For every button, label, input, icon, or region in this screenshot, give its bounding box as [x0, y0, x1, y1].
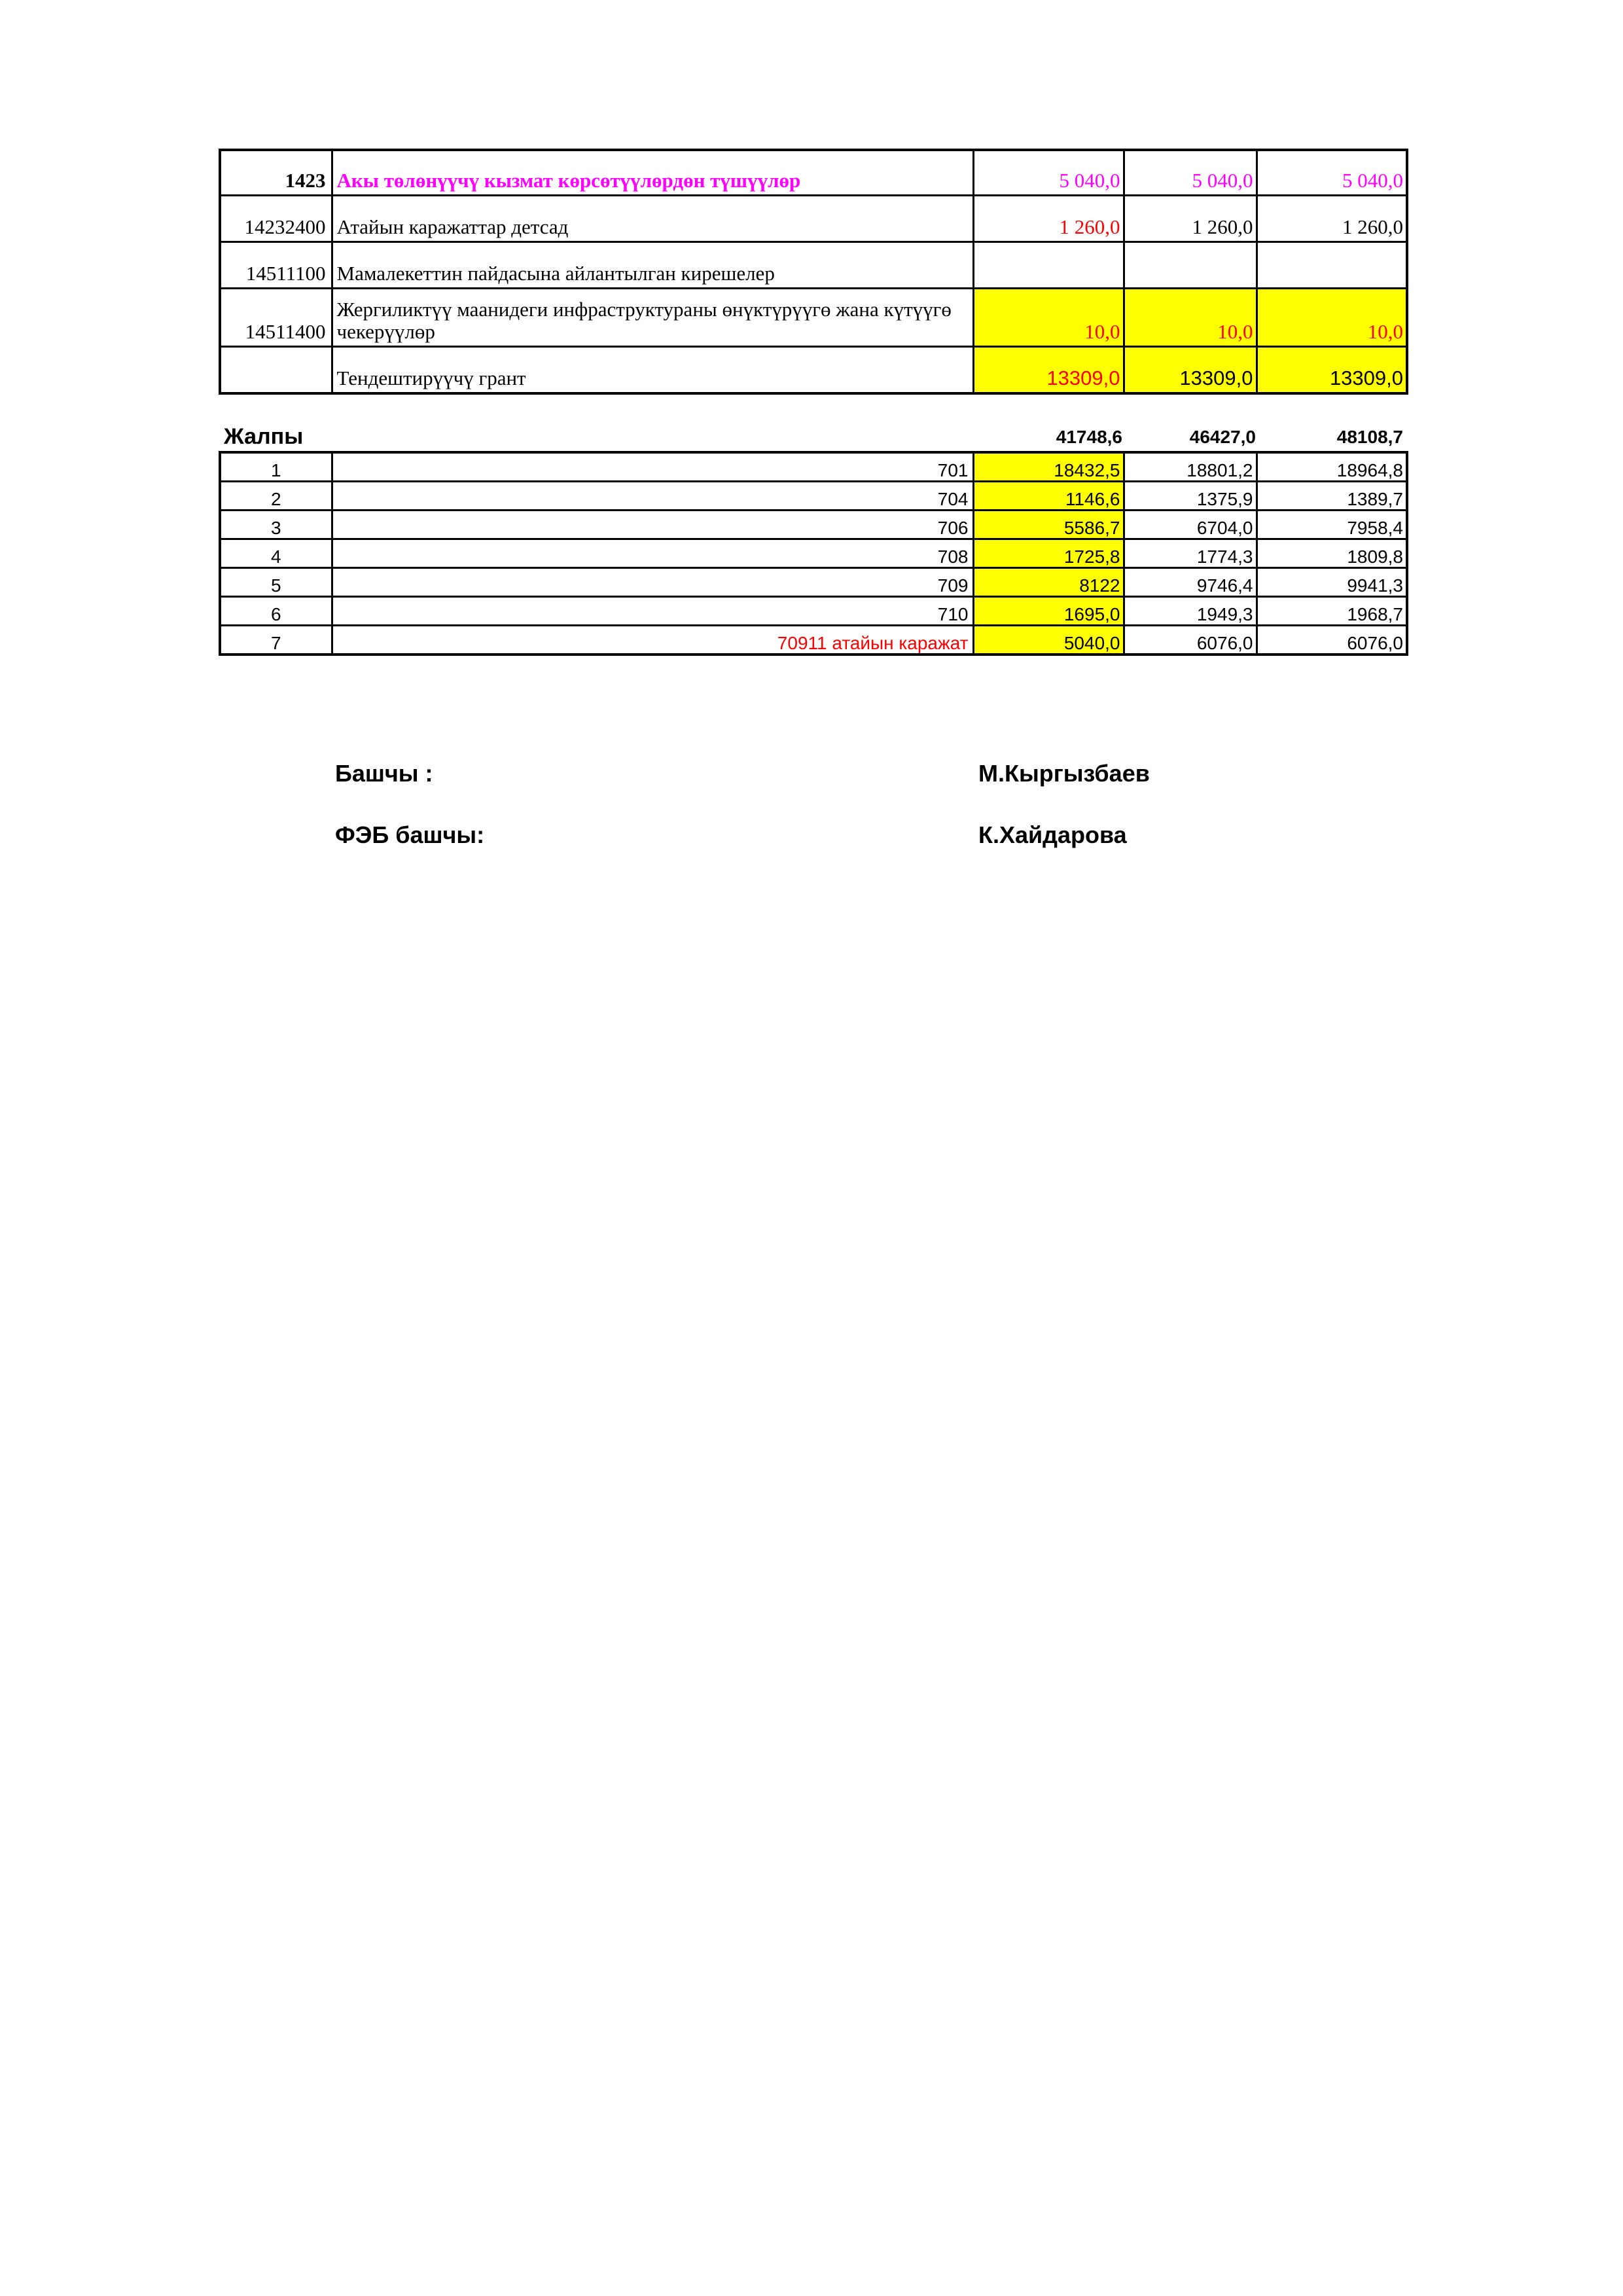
row-index: 6	[220, 597, 332, 626]
row-value: 8122	[973, 568, 1124, 597]
revenue-row-14232400	[220, 196, 1407, 242]
revenue-row-14511100	[220, 242, 1407, 289]
revenue-value	[1124, 242, 1257, 289]
revenue-value: 5 040,0	[1257, 150, 1407, 196]
revenue-row-14511400	[220, 289, 1407, 347]
revenue-code: 14232400	[220, 196, 332, 242]
revenue-code: 14511400	[220, 289, 332, 347]
row-value: 1695,0	[973, 597, 1124, 626]
row-code: 704	[332, 482, 973, 511]
revenue-code: 14511100	[220, 242, 332, 289]
revenue-name: Акы төлөнүүчү кызмат көрсөтүүлөрдөн түшүүлөр	[332, 150, 973, 196]
row-index: 5	[220, 568, 332, 597]
row-code: 706	[332, 511, 973, 539]
revenue-value: 10,0	[1257, 289, 1407, 347]
revenue-name: Жергиликтүү маанидеги инфраструктураны өнүктүрүүгө жана күтүүгө чекерүүлөр	[332, 289, 973, 347]
revenue-row-grant	[220, 347, 1407, 394]
revenue-table	[219, 149, 1408, 395]
revenue-name: Тендештирүүчү грант	[332, 347, 973, 394]
functional-table	[219, 451, 1408, 656]
total-value: 46427,0	[1189, 427, 1256, 447]
table-row	[220, 539, 1407, 568]
row-value: 9746,4	[1124, 568, 1257, 597]
row-value: 18801,2	[1124, 452, 1257, 482]
row-value: 6076,0	[1257, 626, 1407, 655]
row-value: 5040,0	[973, 626, 1124, 655]
head-name: М.Кыргызбаев	[978, 760, 1150, 787]
table-row	[220, 511, 1407, 539]
row-value: 18432,5	[973, 452, 1124, 482]
row-value: 1774,3	[1124, 539, 1257, 568]
revenue-value: 13309,0	[1124, 347, 1257, 394]
revenue-row-1423	[220, 150, 1407, 196]
revenue-value: 10,0	[1124, 289, 1257, 347]
row-index: 2	[220, 482, 332, 511]
revenue-name: Мамалекеттин пайдасына айлантылган кирешелер	[332, 242, 973, 289]
total-label: Жалпы	[224, 424, 304, 449]
revenue-value	[973, 242, 1124, 289]
table-row	[220, 597, 1407, 626]
total-value: 48108,7	[1336, 427, 1403, 447]
row-value: 9941,3	[1257, 568, 1407, 597]
row-value: 1968,7	[1257, 597, 1407, 626]
revenue-value: 1 260,0	[973, 196, 1124, 242]
row-value: 1725,8	[973, 539, 1124, 568]
row-index: 4	[220, 539, 332, 568]
row-value: 1146,6	[973, 482, 1124, 511]
feb-head-title: ФЭБ башчы:	[335, 821, 485, 848]
row-value: 1389,7	[1257, 482, 1407, 511]
row-value: 6076,0	[1124, 626, 1257, 655]
revenue-value	[1257, 242, 1407, 289]
revenue-code	[220, 347, 332, 394]
revenue-name: Атайын каражаттар детсад	[332, 196, 973, 242]
total-value: 41748,6	[1056, 427, 1122, 447]
revenue-value: 1 260,0	[1124, 196, 1257, 242]
revenue-value: 10,0	[973, 289, 1124, 347]
revenue-value: 5 040,0	[1124, 150, 1257, 196]
row-index: 1	[220, 452, 332, 482]
row-value: 1809,8	[1257, 539, 1407, 568]
table-row	[220, 626, 1407, 655]
row-value: 18964,8	[1257, 452, 1407, 482]
row-value: 1375,9	[1124, 482, 1257, 511]
table-row	[220, 452, 1407, 482]
feb-head-name: К.Хайдарова	[978, 821, 1127, 848]
row-code: 710	[332, 597, 973, 626]
total-row	[219, 422, 1406, 448]
row-code: 70911 атайын каражат	[332, 626, 973, 655]
revenue-value: 1 260,0	[1257, 196, 1407, 242]
row-code: 708	[332, 539, 973, 568]
revenue-code: 1423	[220, 150, 332, 196]
revenue-value: 13309,0	[1257, 347, 1407, 394]
row-index: 3	[220, 511, 332, 539]
head-title: Башчы :	[335, 760, 433, 787]
revenue-value: 5 040,0	[973, 150, 1124, 196]
row-value: 6704,0	[1124, 511, 1257, 539]
row-value: 7958,4	[1257, 511, 1407, 539]
row-code: 701	[332, 452, 973, 482]
revenue-value: 13309,0	[973, 347, 1124, 394]
row-index: 7	[220, 626, 332, 655]
row-code: 709	[332, 568, 973, 597]
table-row	[220, 482, 1407, 511]
row-value: 1949,3	[1124, 597, 1257, 626]
table-row	[220, 568, 1407, 597]
row-value: 5586,7	[973, 511, 1124, 539]
